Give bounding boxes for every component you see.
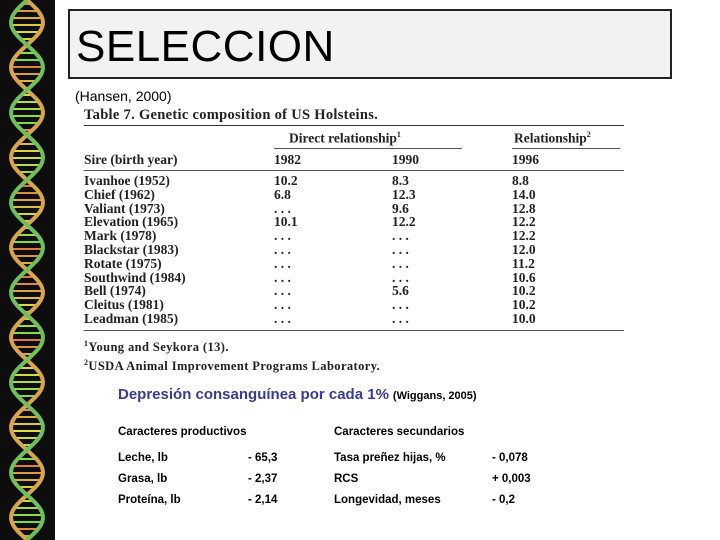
value-1996-cell: 11.2 (512, 255, 535, 271)
sire-cell: Mark (1978) (84, 228, 157, 244)
column-header-1990: 1990 (392, 152, 419, 167)
column-header-1982: 1982 (274, 152, 301, 167)
inbreeding-citation: (Wiggans, 2005) (392, 390, 477, 402)
title-box (68, 9, 672, 79)
table-row (84, 215, 624, 229)
value-1982-cell: . . . (274, 310, 291, 326)
table-row (84, 202, 624, 216)
dna-helix-icon (0, 0, 55, 540)
sire-cell: Bell (1974) (84, 283, 146, 299)
footnote-2: $^2$USDA Animal Improvement Programs Laboratory. (84, 357, 381, 374)
value-1982-cell: 10.1 (274, 214, 298, 230)
inbreeding-title-line (118, 386, 538, 408)
value-1982-cell: . . . (274, 228, 291, 244)
table-row (84, 284, 624, 298)
group-header-direct: Direct relationship$^1$ (289, 130, 401, 146)
right-trait-value: - 0,078 (492, 452, 528, 464)
value-1996-cell: 12.8 (512, 200, 536, 216)
value-1990-cell: . . . (392, 310, 409, 326)
table-row (84, 188, 624, 202)
table-group-header (84, 126, 624, 148)
value-1996-cell: 10.2 (512, 283, 536, 299)
value-1990-cell: 9.6 (392, 200, 409, 216)
value-1990-cell: 8.3 (392, 173, 409, 188)
group-header-relationship: Relationship$^2$ (514, 130, 591, 146)
right-trait-value: + 0,003 (492, 473, 531, 485)
value-1990-cell: . . . (392, 255, 409, 271)
value-1982-cell: . . . (274, 283, 291, 299)
sire-cell: Chief (1962) (84, 186, 155, 202)
left-trait-label: Proteína, lb (118, 494, 181, 506)
value-1990-cell: . . . (392, 297, 409, 313)
sire-cell: Southwind (1984) (84, 269, 186, 285)
left-column-header: Caracteres productivos (118, 426, 247, 438)
value-1996-cell: 10.0 (512, 310, 536, 326)
table-column-header (84, 148, 624, 170)
sire-cell: Rotate (1975) (84, 255, 162, 271)
value-1990-cell: . . . (392, 269, 409, 285)
value-1990-cell: 12.2 (392, 214, 416, 230)
value-1996-cell: 14.0 (512, 186, 536, 202)
table-row (84, 312, 624, 326)
table-row (84, 174, 624, 188)
value-1996-cell: 12.2 (512, 214, 536, 230)
footnote-1: $^1$Young and Seykora (13). (84, 338, 229, 354)
value-1990-cell: 5.6 (392, 283, 409, 299)
table-row (84, 257, 624, 271)
sire-cell: Cleitus (1981) (84, 297, 164, 313)
sire-cell: Valiant (1973) (84, 200, 165, 216)
slide-citation: (Hansen, 2000) (75, 88, 172, 104)
left-trait-label: Grasa, lb (118, 473, 168, 485)
left-trait-label: Leche, lb (118, 452, 168, 464)
value-1982-cell: . . . (274, 241, 291, 257)
left-trait-value: - 2,14 (248, 494, 278, 506)
value-1996-cell: 12.2 (512, 228, 536, 244)
value-1996-cell: 12.0 (512, 241, 536, 257)
table-row (84, 298, 624, 312)
value-1982-cell: . . . (274, 297, 291, 313)
column-header-sire: Sire (birth year) (84, 152, 178, 167)
right-trait-value: - 0,2 (492, 494, 516, 506)
value-1996-cell: 10.2 (512, 297, 536, 313)
table-caption: Table 7. Genetic composition of US Holsteins. (84, 107, 379, 123)
sire-cell: Blackstar (1983) (84, 241, 179, 257)
slide-title: SELECCION (76, 22, 335, 71)
value-1982-cell: . . . (274, 200, 291, 216)
table-row (84, 243, 624, 257)
table-row (84, 271, 624, 285)
sire-cell: Elevation (1965) (84, 214, 179, 230)
table-body (84, 171, 624, 330)
right-trait-label: Longevidad, meses (334, 494, 441, 506)
table-bottom-rule (84, 330, 624, 331)
inbreeding-title: Depresión consanguínea por cada 1% (118, 386, 389, 403)
table-footnotes (84, 336, 624, 374)
value-1996-cell: 8.8 (512, 173, 529, 188)
value-1982-cell: . . . (274, 269, 291, 285)
right-column-header: Caracteres secundarios (334, 426, 465, 438)
value-1990-cell: 12.3 (392, 186, 416, 202)
value-1982-cell: . . . (274, 255, 291, 271)
value-1990-cell: . . . (392, 228, 409, 244)
table-row (84, 229, 624, 243)
value-1990-cell: . . . (392, 241, 409, 257)
value-1982-cell: 6.8 (274, 186, 291, 202)
column-header-1996: 1996 (512, 152, 539, 167)
genetic-composition-table (84, 105, 624, 374)
value-1982-cell: 10.2 (274, 173, 298, 188)
dna-helix-decoration (0, 0, 55, 540)
sire-cell: Ivanhoe (1952) (84, 173, 170, 188)
value-1996-cell: 10.6 (512, 269, 536, 285)
left-trait-value: - 65,3 (248, 452, 278, 464)
inbreeding-depression-panel (118, 386, 538, 506)
sire-cell: Leadman (1985) (84, 310, 179, 326)
right-trait-label: Tasa preñez hijas, % (334, 452, 446, 464)
right-trait-label: RCS (334, 473, 359, 485)
left-trait-value: - 2,37 (248, 473, 278, 485)
